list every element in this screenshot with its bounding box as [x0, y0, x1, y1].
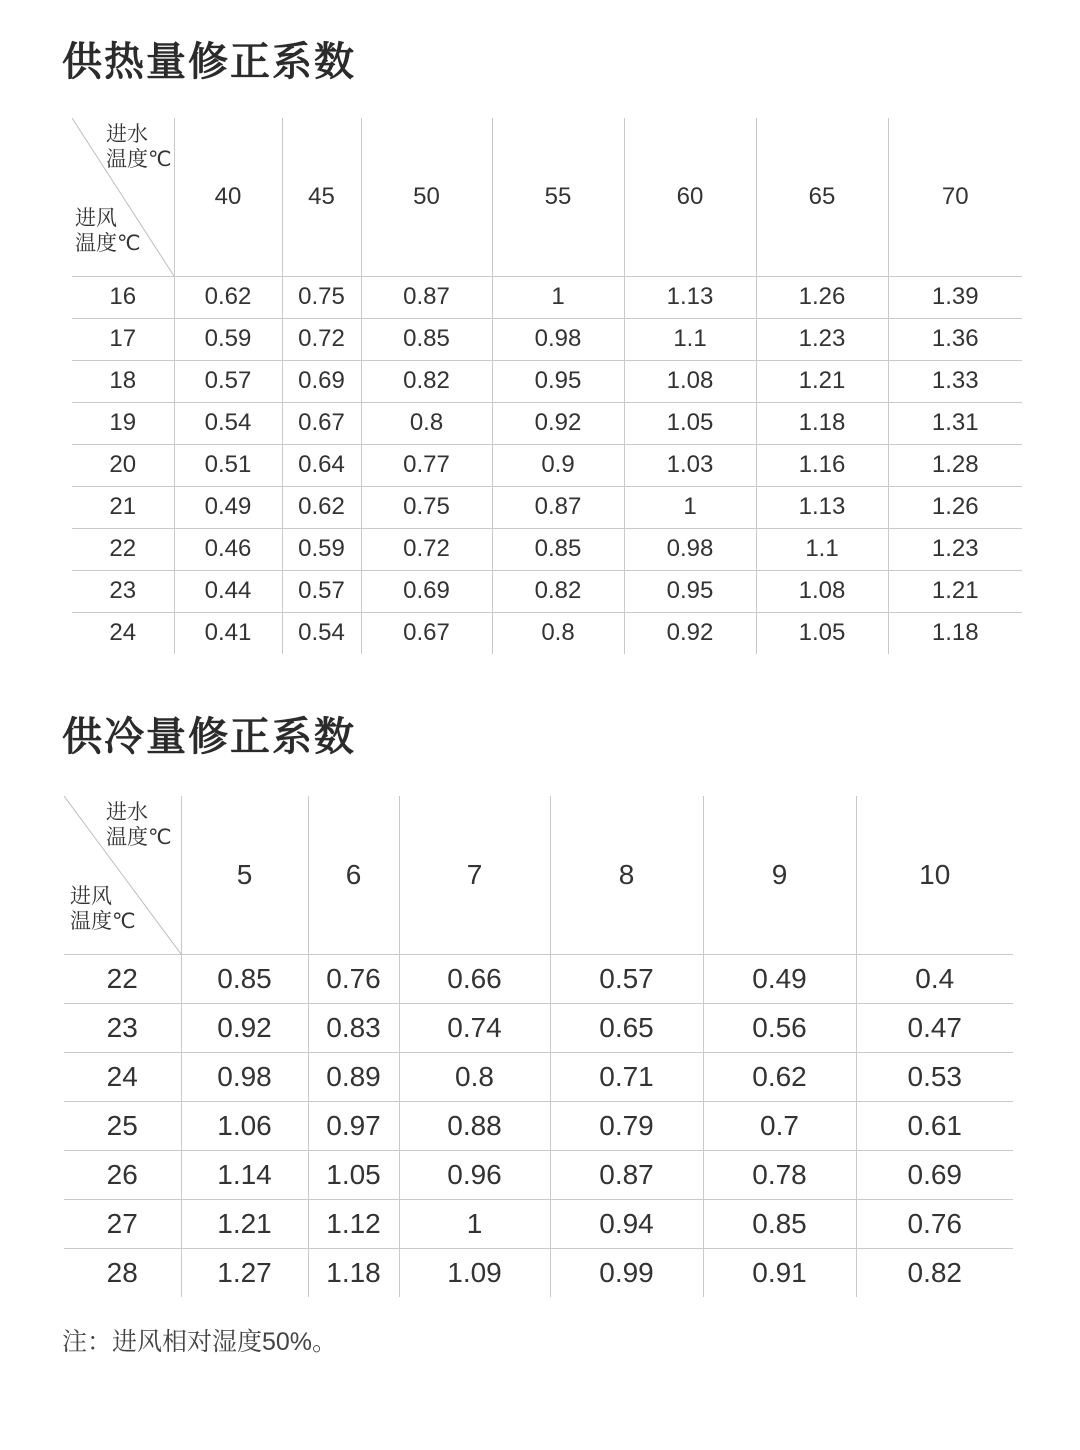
- coefficient-cell: 0.61: [856, 1101, 1013, 1150]
- coefficient-cell: 0.91: [703, 1248, 856, 1297]
- coefficient-cell: 1.13: [756, 486, 888, 528]
- air-temp-row-header: 16: [72, 276, 174, 318]
- air-temp-row-header: 24: [64, 1052, 181, 1101]
- coefficient-cell: 1.21: [181, 1199, 308, 1248]
- coefficient-cell: 1.16: [756, 444, 888, 486]
- air-temp-row-header: 18: [72, 360, 174, 402]
- coefficient-cell: 1.26: [888, 486, 1022, 528]
- coefficient-cell: 0.8: [492, 612, 624, 654]
- coefficient-cell: 0.96: [399, 1150, 550, 1199]
- coefficient-cell: 0.47: [856, 1003, 1013, 1052]
- coefficient-cell: 1.26: [756, 276, 888, 318]
- cooling-title: 供冷量修正系数: [62, 715, 356, 759]
- coefficient-cell: 0.67: [361, 612, 492, 654]
- air-temp-row-header: 19: [72, 402, 174, 444]
- coefficient-cell: 0.95: [492, 360, 624, 402]
- coefficient-cell: 1.13: [624, 276, 756, 318]
- coefficient-cell: 0.99: [550, 1248, 703, 1297]
- coefficient-cell: 0.72: [361, 528, 492, 570]
- coefficient-cell: 0.89: [308, 1052, 399, 1101]
- coefficient-cell: 1.21: [888, 570, 1022, 612]
- table-row: [72, 318, 1022, 360]
- coefficient-cell: 0.87: [492, 486, 624, 528]
- table-row: [64, 1150, 1013, 1199]
- coefficient-cell: 0.92: [492, 402, 624, 444]
- water-temp-column-header: 6: [308, 796, 399, 954]
- coefficient-cell: 0.79: [550, 1101, 703, 1150]
- coefficient-cell: 0.92: [181, 1003, 308, 1052]
- coefficient-cell: 1.1: [756, 528, 888, 570]
- table-row: [72, 528, 1022, 570]
- coefficient-cell: 1: [399, 1199, 550, 1248]
- coefficient-cell: 1.14: [181, 1150, 308, 1199]
- water-temp-label: 进水 温度℃: [106, 123, 172, 172]
- coefficient-cell: 1.05: [624, 402, 756, 444]
- coefficient-cell: 1.23: [888, 528, 1022, 570]
- water-temp-column-header: 9: [703, 796, 856, 954]
- table-row: [72, 486, 1022, 528]
- coefficient-cell: 0.75: [282, 276, 361, 318]
- heating-coefficient-table: [72, 118, 1022, 654]
- water-temp-column-header: 40: [174, 118, 282, 276]
- coefficient-cell: 0.69: [856, 1150, 1013, 1199]
- coefficient-cell: 0.49: [174, 486, 282, 528]
- coefficient-cell: 1.09: [399, 1248, 550, 1297]
- coefficient-cell: 0.9: [492, 444, 624, 486]
- air-temp-label: 进风 温度℃: [75, 207, 141, 256]
- coefficient-cell: 0.85: [703, 1199, 856, 1248]
- table-row: [64, 1101, 1013, 1150]
- coefficient-cell: 0.95: [624, 570, 756, 612]
- water-temp-column-header: 45: [282, 118, 361, 276]
- coefficient-cell: 0.7: [703, 1101, 856, 1150]
- water-temp-label: 进水 温度℃: [106, 801, 172, 850]
- coefficient-cell: 0.69: [282, 360, 361, 402]
- coefficient-cell: 0.92: [624, 612, 756, 654]
- air-temp-row-header: 25: [64, 1101, 181, 1150]
- coefficient-cell: 1.12: [308, 1199, 399, 1248]
- table-row: [72, 360, 1022, 402]
- coefficient-cell: 0.75: [361, 486, 492, 528]
- table-row: [72, 570, 1022, 612]
- coefficient-cell: 1.06: [181, 1101, 308, 1150]
- coefficient-cell: 0.71: [550, 1052, 703, 1101]
- coefficient-cell: 0.62: [282, 486, 361, 528]
- coefficient-cell: 0.8: [361, 402, 492, 444]
- water-temp-column-header: 10: [856, 796, 1013, 954]
- coefficient-cell: 1.23: [756, 318, 888, 360]
- coefficient-cell: 1.05: [308, 1150, 399, 1199]
- table-row: [64, 1052, 1013, 1101]
- coefficient-cell: 0.87: [361, 276, 492, 318]
- coefficient-cell: 0.94: [550, 1199, 703, 1248]
- air-temp-row-header: 22: [64, 954, 181, 1003]
- coefficient-cell: 1.36: [888, 318, 1022, 360]
- air-temp-row-header: 17: [72, 318, 174, 360]
- coefficient-cell: 0.41: [174, 612, 282, 654]
- coefficient-cell: 0.57: [174, 360, 282, 402]
- air-temp-label: 进风 温度℃: [70, 885, 136, 934]
- coefficient-cell: 0.82: [492, 570, 624, 612]
- coefficient-cell: 0.72: [282, 318, 361, 360]
- coefficient-cell: 1.08: [624, 360, 756, 402]
- coefficient-cell: 1.39: [888, 276, 1022, 318]
- coefficient-cell: 0.88: [399, 1101, 550, 1150]
- coefficient-cell: 1.21: [756, 360, 888, 402]
- heating-corner-header: [72, 118, 174, 276]
- coefficient-cell: 1.28: [888, 444, 1022, 486]
- coefficient-cell: 0.8: [399, 1052, 550, 1101]
- air-temp-row-header: 23: [72, 570, 174, 612]
- air-temp-row-header: 27: [64, 1199, 181, 1248]
- coefficient-cell: 0.85: [492, 528, 624, 570]
- coefficient-cell: 1.05: [756, 612, 888, 654]
- cooling-corner-header: [64, 796, 181, 954]
- coefficient-cell: 0.82: [361, 360, 492, 402]
- coefficient-cell: 0.59: [174, 318, 282, 360]
- coefficient-cell: 0.54: [282, 612, 361, 654]
- coefficient-cell: 0.57: [550, 954, 703, 1003]
- coefficient-cell: 0.54: [174, 402, 282, 444]
- air-temp-row-header: 22: [72, 528, 174, 570]
- coefficient-cell: 0.65: [550, 1003, 703, 1052]
- table-row: [64, 1199, 1013, 1248]
- table-row: [72, 612, 1022, 654]
- coefficient-cell: 1.18: [756, 402, 888, 444]
- water-temp-column-header: 55: [492, 118, 624, 276]
- air-temp-row-header: 23: [64, 1003, 181, 1052]
- air-temp-row-header: 26: [64, 1150, 181, 1199]
- coefficient-cell: 0.98: [492, 318, 624, 360]
- coefficient-cell: 0.49: [703, 954, 856, 1003]
- coefficient-cell: 0.59: [282, 528, 361, 570]
- coefficient-cell: 1.18: [888, 612, 1022, 654]
- table-row: [72, 444, 1022, 486]
- water-temp-column-header: 60: [624, 118, 756, 276]
- water-temp-column-header: 5: [181, 796, 308, 954]
- coefficient-cell: 0.77: [361, 444, 492, 486]
- coefficient-cell: 0.51: [174, 444, 282, 486]
- water-temp-column-header: 7: [399, 796, 550, 954]
- coefficient-cell: 0.76: [308, 954, 399, 1003]
- coefficient-cell: 0.46: [174, 528, 282, 570]
- coefficient-cell: 0.74: [399, 1003, 550, 1052]
- coefficient-cell: 1: [624, 486, 756, 528]
- air-temp-row-header: 20: [72, 444, 174, 486]
- coefficient-cell: 0.85: [361, 318, 492, 360]
- table-row: [72, 276, 1022, 318]
- coefficient-cell: 1.03: [624, 444, 756, 486]
- coefficient-cell: 1.27: [181, 1248, 308, 1297]
- coefficient-cell: 0.78: [703, 1150, 856, 1199]
- coefficient-cell: 0.53: [856, 1052, 1013, 1101]
- coefficient-cell: 0.44: [174, 570, 282, 612]
- footnote: 注：进风相对湿度50%。: [62, 1328, 338, 1356]
- coefficient-cell: 1: [492, 276, 624, 318]
- air-temp-row-header: 24: [109, 619, 137, 647]
- coefficient-cell: 0.76: [856, 1199, 1013, 1248]
- coefficient-cell: 1.18: [308, 1248, 399, 1297]
- coefficient-cell: 0.56: [703, 1003, 856, 1052]
- water-temp-column-header: 8: [550, 796, 703, 954]
- table-row: [64, 1003, 1013, 1052]
- coefficient-cell: 0.69: [361, 570, 492, 612]
- coefficient-cell: 0.64: [282, 444, 361, 486]
- coefficient-cell: 0.66: [399, 954, 550, 1003]
- coefficient-cell: 0.83: [308, 1003, 399, 1052]
- coefficient-cell: 0.87: [550, 1150, 703, 1199]
- coefficient-cell: 0.62: [703, 1052, 856, 1101]
- air-temp-row-header: 28: [106, 1256, 138, 1288]
- water-temp-column-header: 70: [888, 118, 1022, 276]
- coefficient-cell: 1.31: [888, 402, 1022, 444]
- coefficient-cell: 0.82: [856, 1248, 1013, 1297]
- cooling-coefficient-table: [64, 796, 1013, 1297]
- table-row: [64, 1248, 1013, 1297]
- coefficient-cell: 0.57: [282, 570, 361, 612]
- water-temp-column-header: 50: [361, 118, 492, 276]
- coefficient-cell: 0.85: [181, 954, 308, 1003]
- coefficient-cell: 0.98: [624, 528, 756, 570]
- coefficient-cell: 1.33: [888, 360, 1022, 402]
- air-temp-row-header: 21: [72, 486, 174, 528]
- coefficient-cell: 1.1: [624, 318, 756, 360]
- coefficient-cell: 0.62: [174, 276, 282, 318]
- coefficient-cell: 0.98: [181, 1052, 308, 1101]
- table-row: [72, 402, 1022, 444]
- coefficient-cell: 0.97: [308, 1101, 399, 1150]
- coefficient-cell: 0.67: [282, 402, 361, 444]
- water-temp-column-header: 65: [756, 118, 888, 276]
- table-row: [64, 954, 1013, 1003]
- heating-title: 供热量修正系数: [62, 40, 356, 84]
- coefficient-cell: 0.4: [856, 954, 1013, 1003]
- coefficient-cell: 1.08: [756, 570, 888, 612]
